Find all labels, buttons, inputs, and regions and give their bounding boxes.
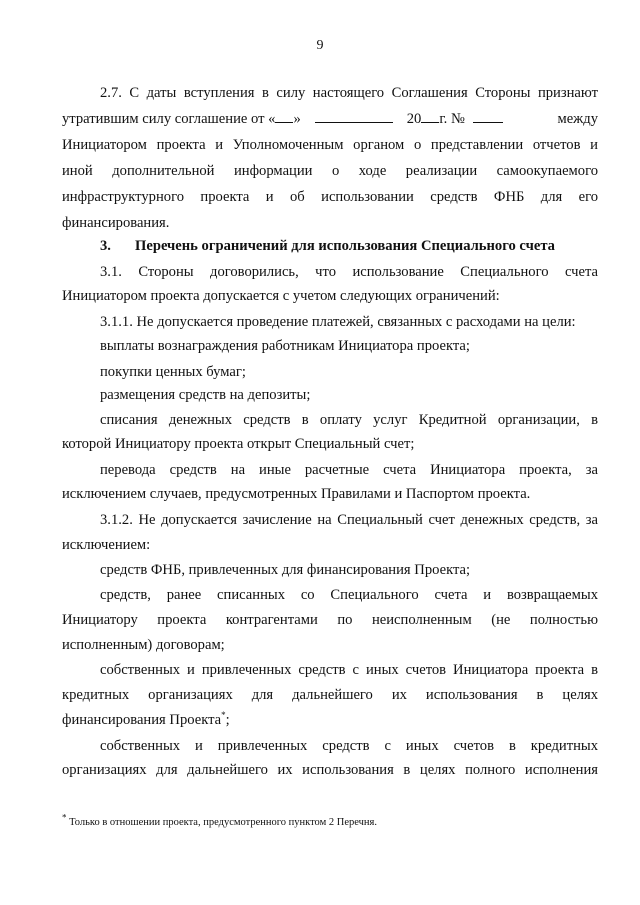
clause-2-7-line-4: иной дополнительной информации о ходе реализации самоокупаемого bbox=[62, 163, 598, 179]
day-blank bbox=[275, 110, 293, 123]
list-item-continuation bbox=[62, 710, 598, 730]
clause-2-7-line-2 bbox=[62, 109, 598, 129]
footnote-mark: * bbox=[62, 812, 67, 823]
list-item-punctuation: ; bbox=[225, 712, 230, 728]
list-item: средств, ранее списанных со Специального счета и возвращаемых bbox=[100, 587, 598, 603]
footnote bbox=[62, 812, 377, 830]
list-item-continuation: исполненным) договорам; bbox=[62, 637, 225, 653]
list-item: средств ФНБ, привлеченных для финансирования Проекта; bbox=[100, 562, 471, 578]
number-blank bbox=[473, 110, 503, 123]
list-item: перевода средств на иные расчетные счета Инициатора проекта, за bbox=[100, 462, 598, 478]
clause-2-7-line-3: Инициатором проекта и Уполномоченным органом о представлении отчетов и bbox=[62, 137, 598, 153]
year-blank bbox=[421, 110, 439, 123]
footnote-text: Только в отношении проекта, предусмотренного пунктом 2 Перечня. bbox=[66, 817, 377, 828]
clause-3-1-2-line-1: 3.1.2. Не допускается зачисление на Специальный счет денежных средств, за bbox=[100, 512, 598, 528]
list-item-continuation: организациях для дальнейшего их использования в целях полного исполнения bbox=[62, 762, 598, 778]
section-3-title: Перечень ограничений для использования Специального счета bbox=[135, 238, 555, 254]
list-item: собственных и привлеченных средств с иных счетов в кредитных bbox=[100, 738, 598, 754]
list-item-continuation: Инициатору проекта контрагентами по неисполненным (не полностью bbox=[62, 612, 598, 628]
month-blank bbox=[315, 110, 393, 123]
list-item: собственных и привлеченных средств с иных счетов Инициатора проекта в bbox=[100, 662, 598, 678]
clause-2-7-line-1: 2.7. С даты вступления в силу настоящего Соглашения Стороны признают bbox=[100, 85, 598, 101]
list-item-continuation: которой Инициатору проекта открыт Специальный счет; bbox=[62, 436, 415, 452]
clause-3-1-2-line-2: исключением: bbox=[62, 537, 151, 553]
list-item: выплаты вознаграждения работникам Инициатора проекта; bbox=[100, 338, 470, 354]
page-number: 9 bbox=[316, 38, 324, 53]
clause-3-1-1-line-1: 3.1.1. Не допускается проведение платежей, связанных с расходами на цели: bbox=[100, 314, 576, 330]
clause-3-1-line-1: 3.1. Стороны договорились, что использование Специального счета bbox=[100, 264, 598, 280]
clause-3-1-line-2: Инициатором проекта допускается с учетом следующих ограничений: bbox=[62, 288, 500, 304]
clause-2-7-between: между bbox=[557, 111, 598, 127]
list-item: размещения средств на депозиты; bbox=[100, 387, 311, 403]
clause-2-7-quote: » bbox=[293, 111, 301, 127]
year-suffix-number-sign: г. № bbox=[439, 111, 465, 127]
footnote-reference: * bbox=[221, 710, 226, 721]
list-item-continuation: исключением случаев, предусмотренных Правилами и Паспортом проекта. bbox=[62, 486, 531, 502]
year-prefix: 20 bbox=[406, 111, 422, 127]
section-3-heading bbox=[100, 236, 598, 256]
list-item: списания денежных средств в оплату услуг Кредитной организации, в bbox=[100, 412, 598, 428]
list-item-continuation: кредитных организациях для дальнейшего их использования в целях bbox=[62, 687, 598, 703]
list-item-text: финансирования Проекта bbox=[62, 712, 222, 728]
clause-2-7-line-5: инфраструктурного проекта и об использовании средств ФНБ для его bbox=[62, 189, 598, 205]
section-3-number: 3. bbox=[100, 238, 111, 254]
clause-2-7-text: утратившим силу соглашение от « bbox=[62, 111, 276, 127]
clause-2-7-line-6: финансирования. bbox=[62, 215, 170, 231]
list-item: покупки ценных бумаг; bbox=[100, 364, 246, 380]
